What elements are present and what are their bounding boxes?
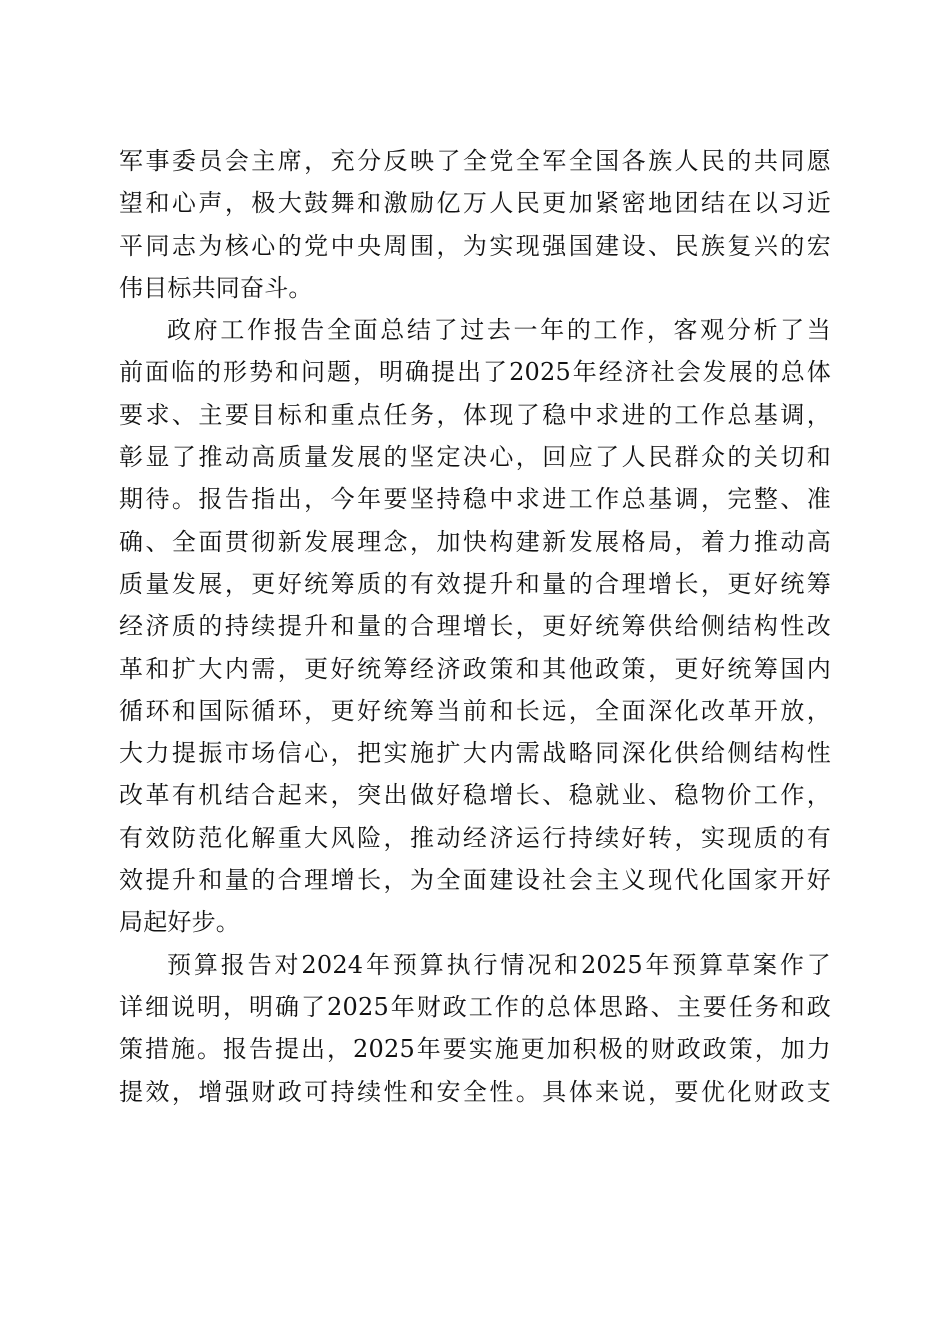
- text-line: 效提升和量的合理增长，为全面建设社会主义现代化国家开好: [119, 866, 831, 895]
- text-line: 伟目标共同奋斗。: [119, 273, 313, 302]
- text-line: 望和心声，极大鼓舞和激励亿万人民更加紧密地团结在以习近: [119, 189, 831, 218]
- text-line: 循环和国际循环，更好统筹当前和长远，全面深化改革开放，: [119, 696, 831, 725]
- text-line: 确、全面贯彻新发展理念，加快构建新发展格局，着力推动高: [119, 527, 831, 556]
- text-line: 前面临的形势和问题，明确提出了2025年经济社会发展的总体: [119, 358, 831, 387]
- text-line: 质量发展，更好统筹质的有效提升和量的合理增长，更好统筹: [119, 569, 831, 598]
- text-line: 军事委员会主席，充分反映了全党全军全国各族人民的共同愿: [119, 147, 831, 175]
- text-line: 有效防范化解重大风险，推动经济运行持续好转，实现质的有: [119, 823, 831, 852]
- text-line: 经济质的持续提升和量的合理增长，更好统筹供给侧结构性改: [119, 612, 831, 641]
- text-line: 策措施。报告提出，2025年要实施更加积极的财政政策，加力: [119, 1035, 831, 1064]
- text-line: 提效，增强财政可持续性和安全性。具体来说，要优化财政支: [119, 1077, 831, 1106]
- text-line: 彰显了推动高质量发展的坚定决心，回应了人民群众的关切和: [119, 443, 831, 472]
- text-line: 要求、主要目标和重点任务，体现了稳中求进的工作总基调，: [119, 400, 831, 429]
- text-line: 政府工作报告全面总结了过去一年的工作，客观分析了当: [167, 316, 831, 345]
- text-line: 平同志为核心的党中央周围，为实现强国建设、民族复兴的宏: [119, 231, 831, 260]
- text-line: 革和扩大内需，更好统筹经济政策和其他政策，更好统筹国内: [119, 654, 831, 683]
- text-line: 局起好步。: [119, 908, 240, 937]
- text-line: 改革有机结合起来，突出做好稳增长、稳就业、稳物价工作，: [119, 781, 831, 810]
- text-line: 详细说明，明确了2025年财政工作的总体思路、主要任务和政: [119, 992, 831, 1021]
- text-line: 预算报告对2024年预算执行情况和2025年预算草案作了: [167, 950, 831, 979]
- document-body: [119, 140, 831, 1113]
- text-line: 大力提振市场信心，把实施扩大内需战略同深化供给侧结构性: [119, 739, 831, 768]
- text-line: 期待。报告指出，今年要坚持稳中求进工作总基调，完整、准: [119, 485, 831, 514]
